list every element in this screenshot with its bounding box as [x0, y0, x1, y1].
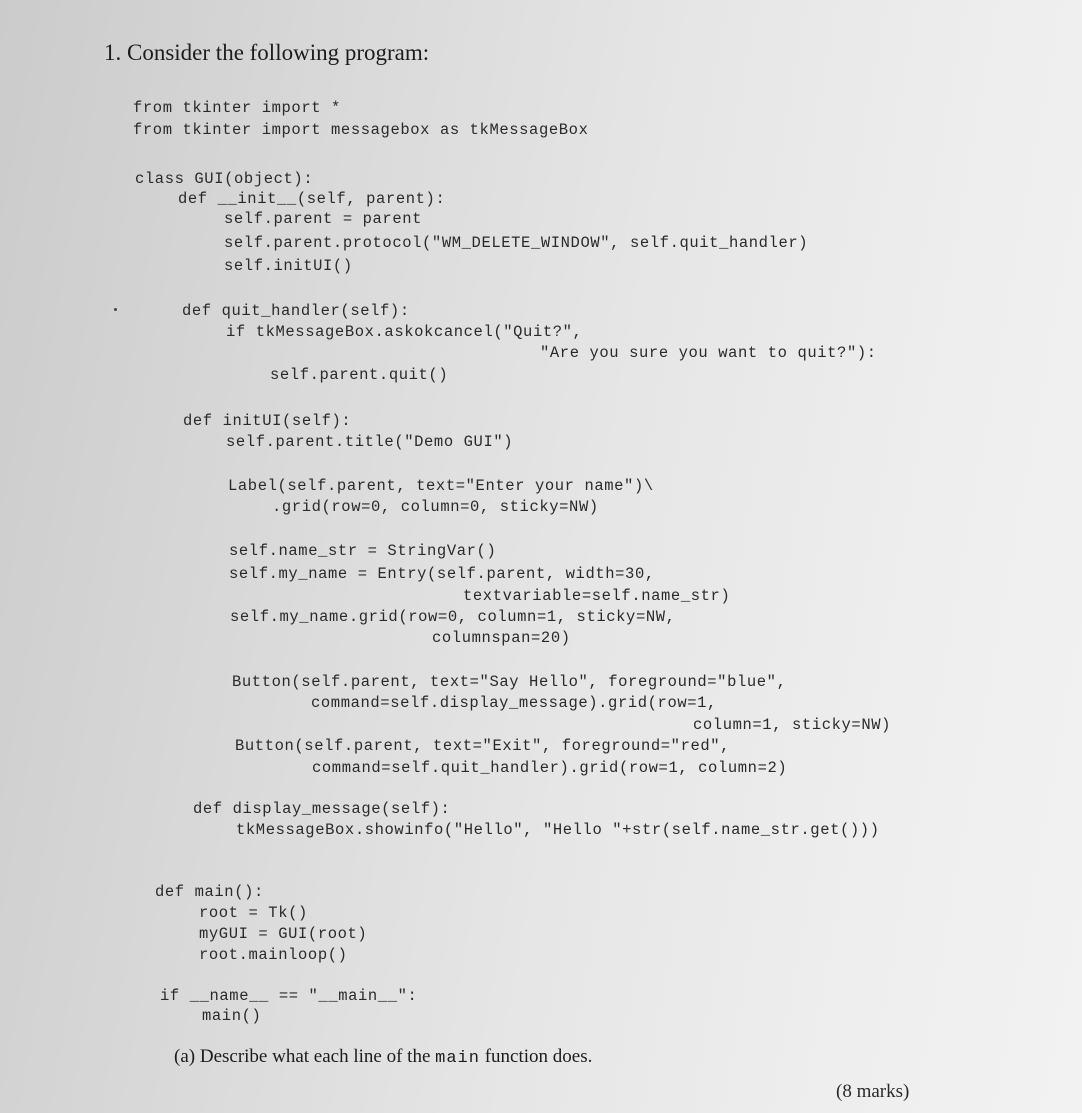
- marks-label: (8 marks): [836, 1081, 910, 1102]
- code-line: self.name_str = StringVar(): [229, 542, 497, 560]
- code-line: "Are you sure you want to quit?"):: [540, 344, 877, 362]
- code-line: def display_message(self):: [193, 800, 451, 818]
- part-a-text-end: function does.: [484, 1046, 593, 1067]
- code-line: Label(self.parent, text="Enter your name")\: [228, 477, 654, 495]
- code-line: def __init__(self, parent):: [178, 190, 446, 208]
- code-line: self.parent.protocol("WM_DELETE_WINDOW", self.quit_handler): [224, 234, 809, 252]
- code-line: columnspan=20): [432, 629, 571, 647]
- code-line: self.my_name.grid(row=0, column=1, sticky=NW,: [230, 608, 676, 626]
- part-a-text: Describe what each line of the: [199, 1046, 431, 1067]
- code-line: column=1, sticky=NW): [693, 716, 892, 734]
- code-line: self.parent.quit(): [270, 366, 449, 384]
- code-line: def main():: [155, 883, 264, 901]
- code-line: command=self.display_message).grid(row=1,: [311, 694, 717, 712]
- part-a-question: [174, 1046, 592, 1068]
- code-line: command=self.quit_handler).grid(row=1, column=2): [312, 759, 788, 777]
- code-line: self.my_name = Entry(self.parent, width=30,: [229, 565, 655, 583]
- code-line: if tkMessageBox.askokcancel("Quit?",: [226, 323, 583, 341]
- code-line: from tkinter import messagebox as tkMessageBox: [133, 121, 589, 139]
- code-line: textvariable=self.name_str): [463, 587, 731, 605]
- code-line: self.initUI(): [224, 257, 353, 275]
- code-line: def quit_handler(self):: [182, 302, 410, 320]
- code-line: if __name__ == "__main__":: [160, 987, 418, 1005]
- question-number: 1.: [104, 40, 122, 65]
- code-line: Button(self.parent, text="Exit", foreground="red",: [235, 737, 731, 755]
- code-line: from tkinter import *: [133, 99, 341, 117]
- code-line: class GUI(object):: [135, 170, 314, 188]
- question-heading: [104, 40, 429, 66]
- code-line: root.mainloop(): [199, 946, 348, 964]
- code-line: main(): [202, 1007, 262, 1025]
- code-line: .grid(row=0, column=0, sticky=NW): [272, 498, 599, 516]
- code-line: myGUI = GUI(root): [199, 925, 368, 943]
- question-text: Consider the following program:: [127, 40, 430, 65]
- code-line: Button(self.parent, text="Say Hello", foreground="blue",: [232, 673, 787, 691]
- code-line: tkMessageBox.showinfo("Hello", "Hello "+str(self.name_str.get())): [236, 821, 880, 839]
- part-a-code-word: main: [435, 1049, 480, 1068]
- code-line: def initUI(self):: [183, 412, 352, 430]
- code-line: self.parent.title("Demo GUI"): [226, 433, 514, 451]
- code-line: self.parent = parent: [224, 210, 423, 228]
- code-line: root = Tk(): [199, 904, 308, 922]
- stray-dot: [114, 308, 117, 311]
- part-a-label: (a): [174, 1046, 196, 1067]
